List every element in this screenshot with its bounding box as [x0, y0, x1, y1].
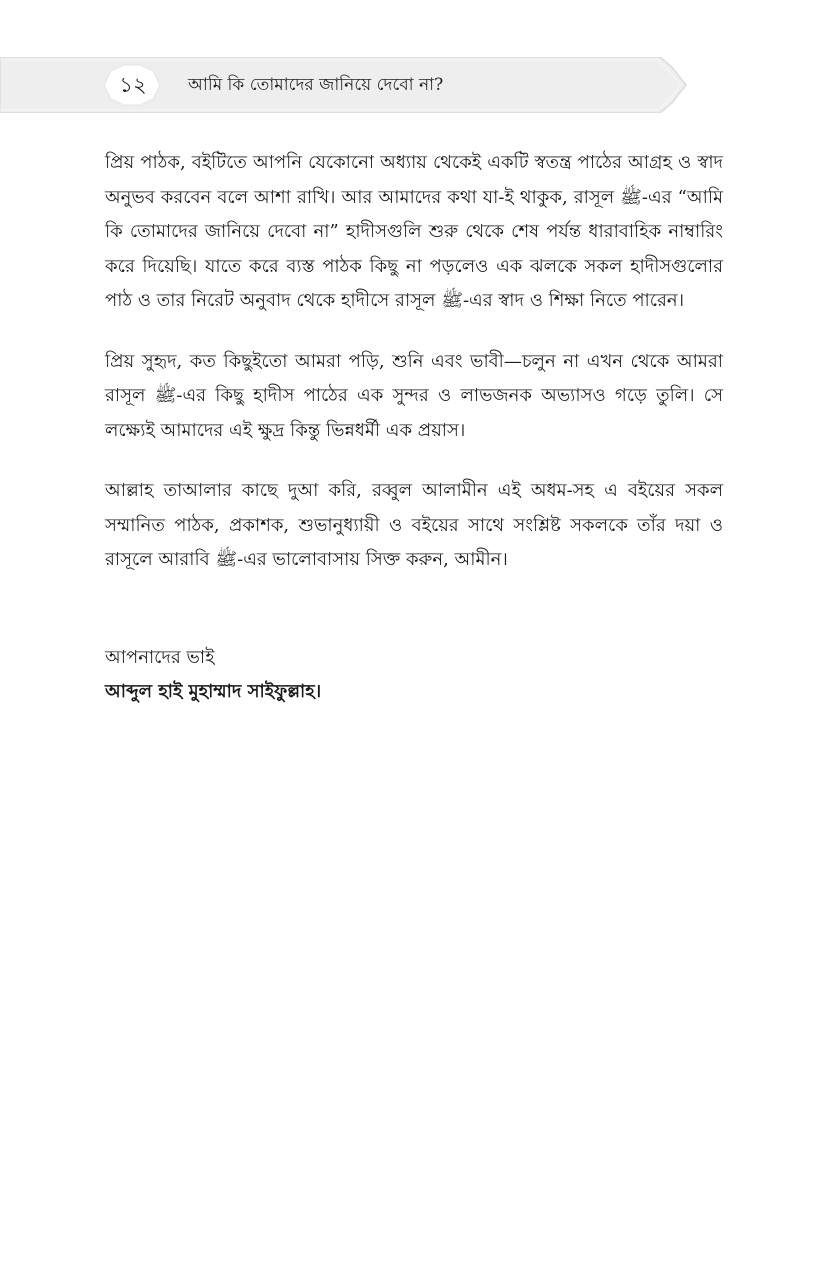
closing-block	[105, 641, 723, 709]
page-number: ১২	[119, 73, 147, 97]
paragraph-1: প্রিয় পাঠক, বইটিতে আপনি যেকোনো অধ্যায় থেকেই একটি স্বতন্ত্র পাঠের আগ্রহ ও স্বাদ অনুভব করবেন বলে আশা রাখি। আর আমাদের কথা যা-ই থাকুক, রাসূল ﷺ-এর “আমি কি তোমাদের জানিয়ে দেবো না” হাদীসগুলি শুরু থেকে শেষ পর্যন্ত ধারাবাহিক নাম্বারিং করে দিয়েছি। যাতে করে ব্যস্ত পাঠক কিছু না পড়লেও এক ঝলকে সকল হাদীসগুলোর পাঠ ও তার নিরেট অনুবাদ থেকে হাদীসে রাসূল ﷺ-এর স্বাদ ও শিক্ষা নিতে পারেন।	[105, 152, 723, 311]
paragraph-2: প্রিয় সুহৃদ, কত কিছুইতো আমরা পড়ি, শুনি এবং ভাবী—চলুন না এখন থেকে আমরা রাসূল ﷺ-এর কিছু হাদীস পাঠের এক সুন্দর ও লাভজনক অভ্যাসও গড়ে তুলি। সে লক্ষ্যেই আমাদের এই ক্ষুদ্র কিন্তু ভিন্নধর্মী এক প্রয়াস।	[105, 350, 723, 441]
paragraph-3: আল্লাহ তাআলার কাছে দুআ করি, রব্বুল আলামীন এই অধম-সহ এ বইয়ের সকল সম্মানিত পাঠক, প্রকাশক, শুভানুধ্যায়ী ও বইয়ের সাথে সংশ্লিষ্ট সকলকে তাঁর দয়া ও রাসূলে আরাবি ﷺ-এর ভালোবাসায় সিক্ত করুন, আমীন।	[105, 480, 723, 570]
running-title: আমি কি তোমাদের জানিয়ে দেবো না?	[188, 75, 444, 95]
body-text	[105, 146, 723, 604]
author-signature: আব্দুল হাই মুহাম্মাদ সাইফুল্লাহ।	[105, 681, 322, 702]
salutation: আপনাদের ভাই	[105, 647, 215, 668]
